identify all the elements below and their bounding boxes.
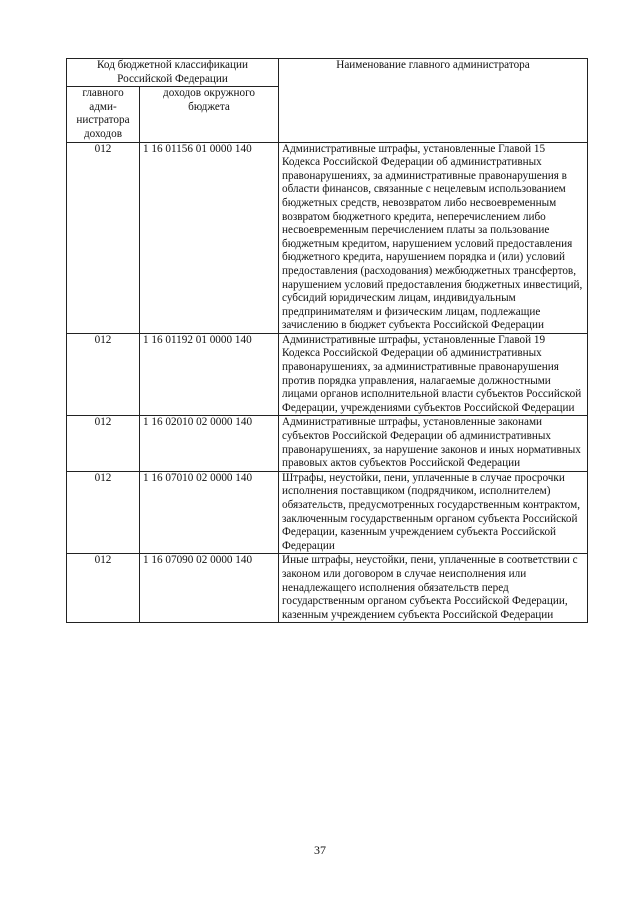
income-code-cell: 1 16 01156 01 0000 140 [140, 142, 279, 333]
table-row [67, 471, 588, 554]
administrator-code-cell: 012 [67, 333, 140, 416]
administrator-code-cell: 012 [67, 416, 140, 471]
administrator-code-cell: 012 [67, 554, 140, 623]
income-code-cell: 1 16 07010 02 0000 140 [140, 471, 279, 554]
table-header-row [67, 59, 588, 87]
administrator-name-cell: Иные штрафы, неустойки, пени, уплаченные в соответствии с законом или договором в случае неисполнения или ненадлежащего исполнения обязательств перед государственным органом субъекта Российской Федерации, казенным учреждением субъекта Российской Федерации [279, 554, 588, 623]
administrator-name-cell: Административные штрафы, установленные Главой 19 Кодекса Российской Федерации об административных правонарушениях, за административные правонарушения против порядка управления, налагаемые должностными лицами органов исполнительной власти субъектов Российской Федерации, учреждениями субъектов Российской Федерации [279, 333, 588, 416]
table-row [67, 142, 588, 333]
income-code-cell: 1 16 01192 01 0000 140 [140, 333, 279, 416]
header-administrator-name: Наименование главного администратора [279, 59, 588, 143]
header-budget-code-group: Код бюджетной классификации Российской Федерации [67, 59, 279, 87]
income-code-cell: 1 16 02010 02 0000 140 [140, 416, 279, 471]
administrator-name-cell: Административные штрафы, установленные законами субъектов Российской Федерации об административных правонарушениях, за нарушение законов и иных нормативных правовых актов субъектов Российской Федерации [279, 416, 588, 471]
budget-classification-table [66, 58, 588, 623]
administrator-code-cell: 012 [67, 142, 140, 333]
header-district-budget-income: доходов окружного бюджета [140, 87, 279, 142]
page-number: 37 [314, 843, 326, 857]
table-row [67, 333, 588, 416]
income-code-cell: 1 16 07090 02 0000 140 [140, 554, 279, 623]
administrator-name-cell: Административные штрафы, установленные Главой 15 Кодекса Российской Федерации об административных правонарушениях, за административные правонарушения в области финансов, связанные с нецелевым использованием бюджетных средств, невозвратом либо несвоевременным возвратом бюджетного кредита, неперечислением либо несвоевременным перечислением платы за пользование бюджетным кредитом, нарушением условий предоставления бюджетного кредита, нарушением порядка и (или) условий предоставления (расходования) межбюджетных трансфертов, нарушением условий предоставления бюджетных инвестиций, субсидий юридическим лицам, индивидуальным предпринимателям и физическим лицам, подлежащие зачислению в бюджет субъекта Российской Федерации [279, 142, 588, 333]
table-row [67, 554, 588, 623]
header-main-administrator: главного адми-нистратора доходов [67, 87, 140, 142]
administrator-name-cell: Штрафы, неустойки, пени, уплаченные в случае просрочки исполнения поставщиком (подрядчиком, исполнителем) обязательств, предусмотренных государственным контрактом, заключенным государственным органом субъекта Российской Федерации, казенным учреждением субъекта Российской Федерации [279, 471, 588, 554]
table-row [67, 416, 588, 471]
administrator-code-cell: 012 [67, 471, 140, 554]
